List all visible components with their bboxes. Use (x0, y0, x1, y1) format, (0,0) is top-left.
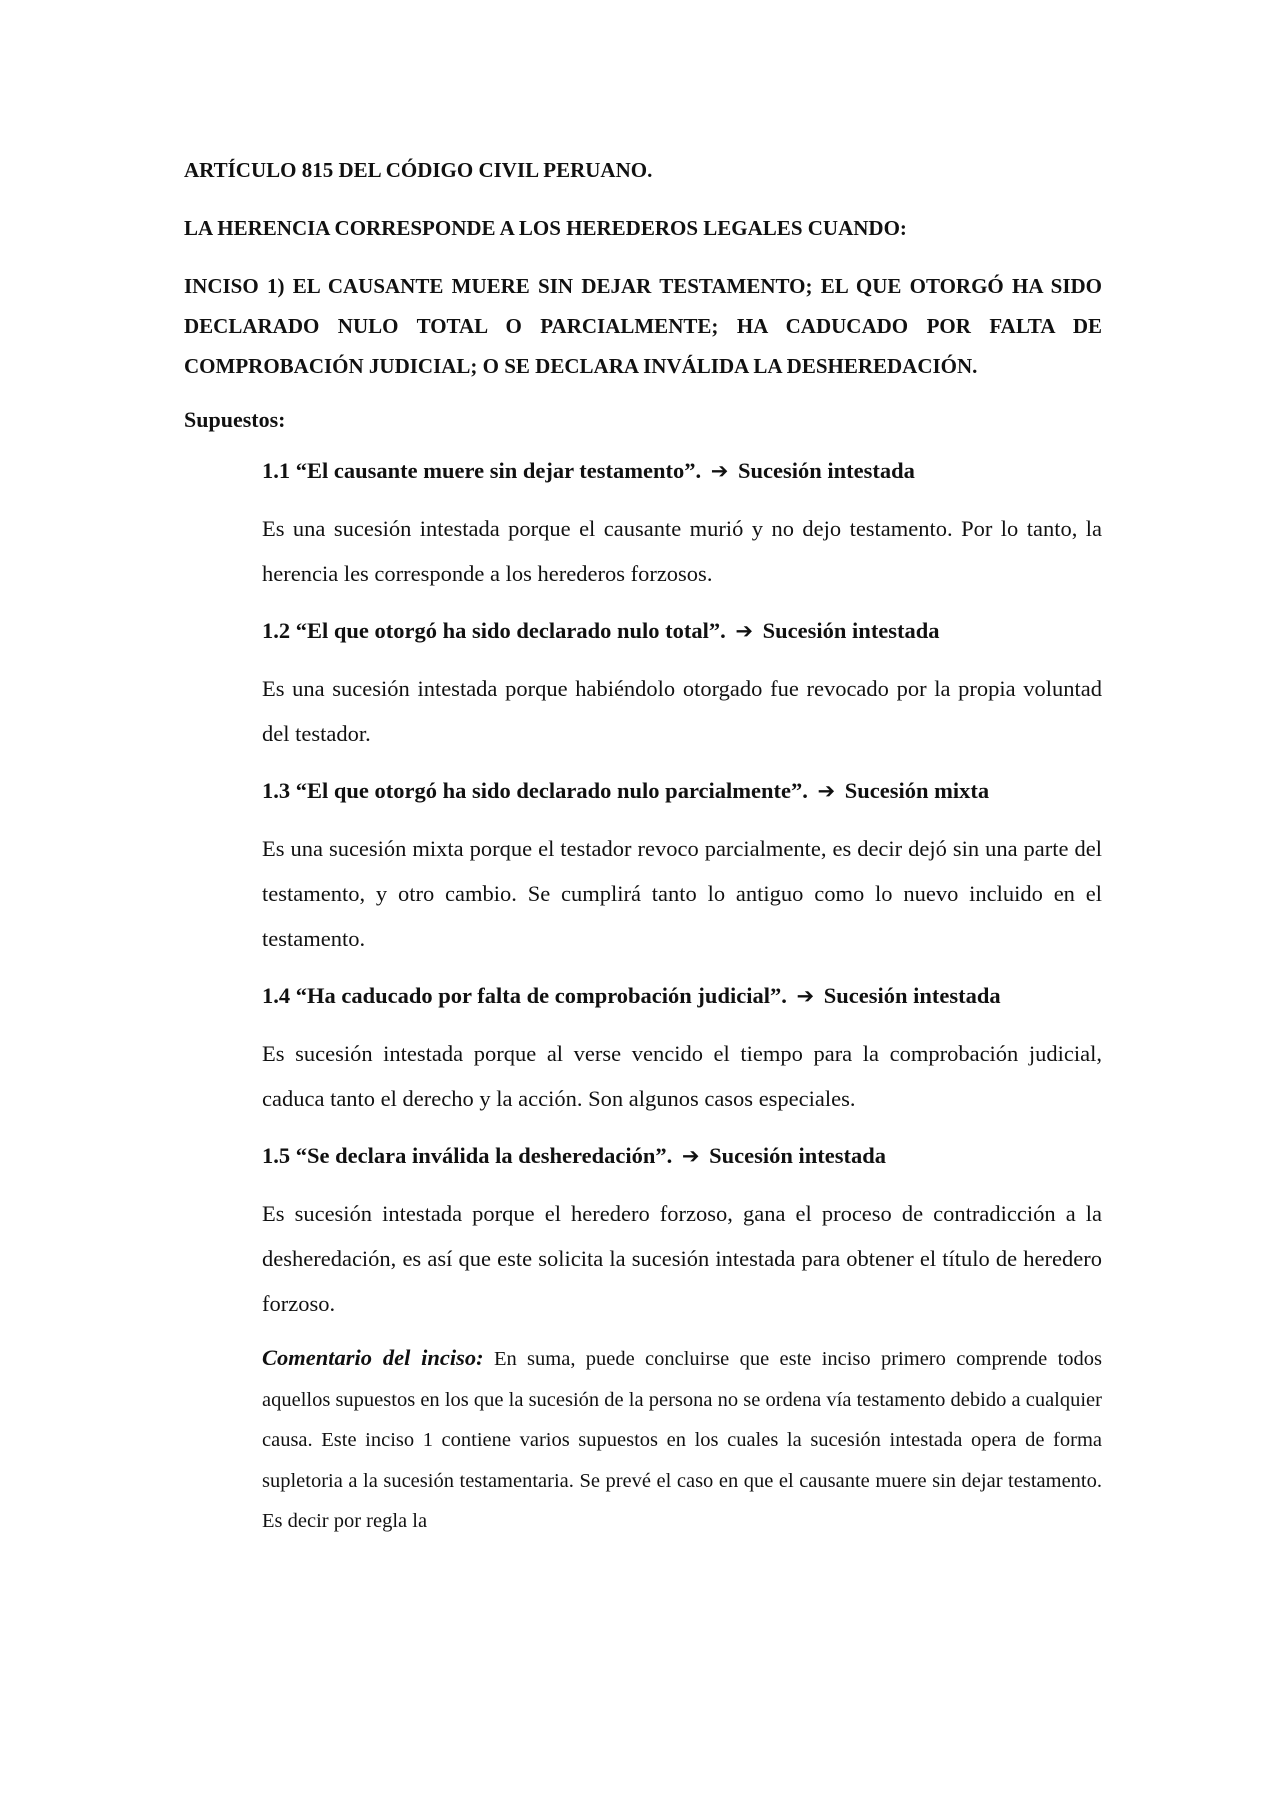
item-heading-text: 1.2 “El que otorgó ha sido declarado nulo total”. (262, 618, 726, 643)
right-arrow-icon: ➔ (735, 619, 754, 643)
right-arrow-icon: ➔ (817, 779, 836, 803)
item-body: Es sucesión intestada porque al verse vencido el tiempo para la comprobación judicial, caduca tanto el derecho y la acción. Son algunos casos especiales. (262, 1041, 1102, 1111)
item-heading (262, 1133, 1102, 1179)
item-heading (262, 768, 1102, 814)
comment-text: En suma, puede concluirse que este inciso primero comprende todos aquellos supuestos en los que la sucesión de la persona no se ordena vía testamento debido a cualquier causa. Este inciso 1 contiene varios supuestos en los cuales la sucesión intestada opera de forma supletoria a la sucesión testamentaria. Se prevé el caso en que el causante muere sin dejar testamento. Es decir por regla la (262, 1348, 1102, 1532)
item-result: Sucesión intestada (823, 983, 1001, 1008)
comment-lead: Comentario del inciso: (262, 1345, 484, 1370)
item-result: Sucesión intestada (737, 458, 915, 483)
document-title: ARTÍCULO 815 DEL CÓDIGO CIVIL PERUANO. (184, 158, 653, 182)
item-heading (262, 608, 1102, 654)
item-heading-text: 1.1 “El causante muere sin dejar testamento”. (262, 458, 702, 483)
item-heading-text: 1.4 “Ha caducado por falta de comprobación judicial”. (262, 983, 787, 1008)
item-heading (262, 973, 1102, 1019)
item-result: Sucesión intestada (709, 1143, 886, 1168)
supuestos-label: Supuestos: (184, 407, 286, 432)
item-body: Es una sucesión intestada porque el causante murió y no dejo testamento. Por lo tanto, la herencia les corresponde a los herederos forzosos. (262, 516, 1102, 586)
item-body: Es una sucesión mixta porque el testador revoco parcialmente, es decir dejó sin una parte del testamento, y otro cambio. Se cumplirá tanto lo antiguo como lo nuevo incluido en el testamento. (262, 836, 1102, 951)
right-arrow-icon: ➔ (796, 984, 815, 1008)
inciso-paragraph: INCISO 1) EL CAUSANTE MUERE SIN DEJAR TESTAMENTO; EL QUE OTORGÓ HA SIDO DECLARADO NULO TOTAL O PARCIALMENTE; HA CADUCADO POR FALTA DE COMPROBACIÓN JUDICIAL; O SE DECLARA INVÁLIDA LA DESHEREDACIÓN. (184, 274, 1102, 378)
item-heading-text: 1.3 “El que otorgó ha sido declarado nulo parcialmente”. (262, 778, 808, 803)
document-page (184, 150, 1102, 1542)
item-body: Es una sucesión intestada porque habiéndolo otorgado fue revocado por la propia voluntad del testador. (262, 676, 1102, 746)
supuestos-list (262, 448, 1102, 1542)
right-arrow-icon: ➔ (710, 459, 729, 483)
item-body: Es sucesión intestada porque el heredero forzoso, gana el proceso de contradicción a la desheredación, es así que este solicita la sucesión intestada para obtener el título de heredero forzoso. (262, 1201, 1102, 1316)
item-heading-text: 1.5 “Se declara inválida la desheredación”. (262, 1143, 673, 1168)
comment-paragraph (262, 1338, 1102, 1542)
item-result: Sucesión mixta (844, 778, 990, 803)
item-heading (262, 448, 1102, 494)
document-subtitle: LA HERENCIA CORRESPONDE A LOS HEREDEROS LEGALES CUANDO: (184, 216, 907, 240)
right-arrow-icon: ➔ (681, 1144, 700, 1168)
item-result: Sucesión intestada (762, 618, 940, 643)
